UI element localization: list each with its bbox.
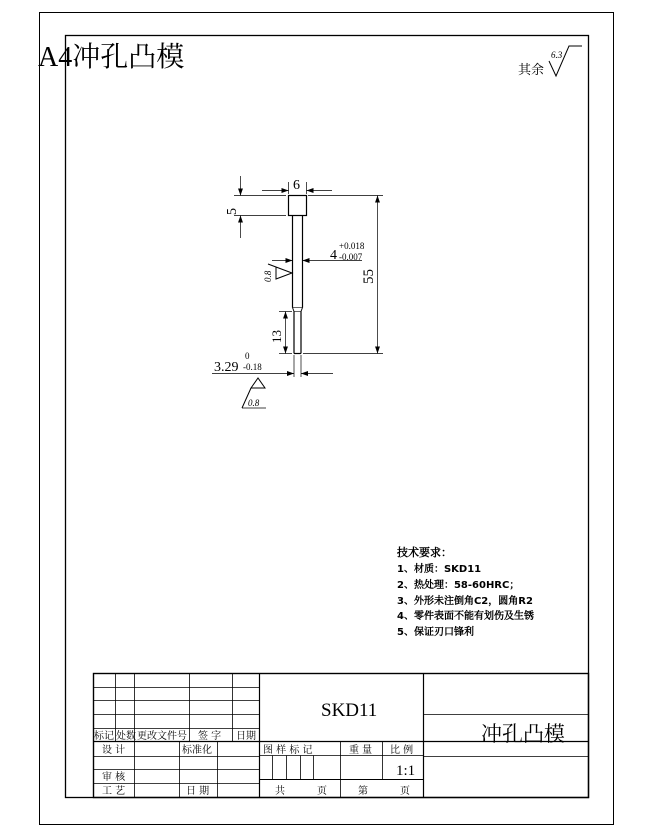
head-width-value: 6 [293,178,300,193]
tuyang-biaoji-label: 图 样 标 记 [263,745,313,756]
col-biaoji: 标记 [94,731,114,742]
tech-req-item: 5、保证刃口锋利 [397,627,474,638]
ye2-label: 页 [400,786,410,797]
tech-req-item: 4、零件表面不能有划伤及生锈 [397,611,534,622]
riqi2-label: 日 期 [186,786,210,797]
gongyi-label: 工 艺 [102,786,126,797]
dim-tip-diameter [212,351,333,377]
default-roughness [518,46,582,78]
head-height-value: 5 [225,208,240,215]
punch-head [289,196,307,216]
tip-tol-lower: -0.18 [243,362,262,372]
dim-head-width [262,178,332,194]
inner-frame [66,36,589,798]
technical-requirements [396,545,534,638]
part-name-label: 冲孔凸模 [481,722,565,746]
tip-roughness [242,378,266,408]
dim-shank-diameter [272,241,365,263]
shank-tol-lower: -0.007 [339,252,363,262]
sheji-label: 设 计 [102,745,126,756]
gong-label: 共 [275,786,285,797]
total-length-value: 55 [361,269,377,284]
ye1-label: 页 [317,786,327,797]
tech-req-item: 1、材质：SKD11 [397,564,482,575]
shank-tol-upper: +0.018 [339,241,365,251]
dim-head-height [225,176,286,238]
sheet-title: A4冲孔凸模 [38,42,185,73]
tip-roughness-value: 0.8 [248,398,260,408]
shank-roughness [263,264,292,282]
tip-tol-upper: 0 [245,351,250,361]
punch-part-drawing [289,196,307,354]
qi-yu-label: 其余 [518,63,545,78]
col-riqi: 日期 [236,731,256,742]
tip-diameter-value: 3.29 [214,360,239,375]
scale-value: 1:1 [396,763,416,779]
shank-diameter-value: 4 [330,248,337,263]
dim-total-length [303,196,383,354]
tech-req-heading: 技术要求： [397,546,452,559]
di-label: 第 [358,786,368,797]
material-label: SKD11 [321,700,378,721]
shank-roughness-value: 0.8 [263,270,273,282]
tech-req-item: 2、热处理：58-60HRC； [397,580,520,591]
biaozhunhua-label: 标准化 [182,745,212,756]
dim-tip-length [269,312,292,354]
col-gengai: 更改文件号 [137,731,187,742]
bili-label: 比 例 [390,745,414,756]
tip-length-value: 13 [269,330,284,343]
shenhe-label: 审 核 [102,772,126,783]
col-qianzi: 签 字 [198,731,222,742]
col-chushu: 处数 [116,731,136,742]
default-roughness-value: 6.3 [551,50,563,60]
zhongliang-label: 重 量 [349,745,373,756]
tech-req-item: 3、外形未注倒角C2，圆角R2 [397,596,533,607]
